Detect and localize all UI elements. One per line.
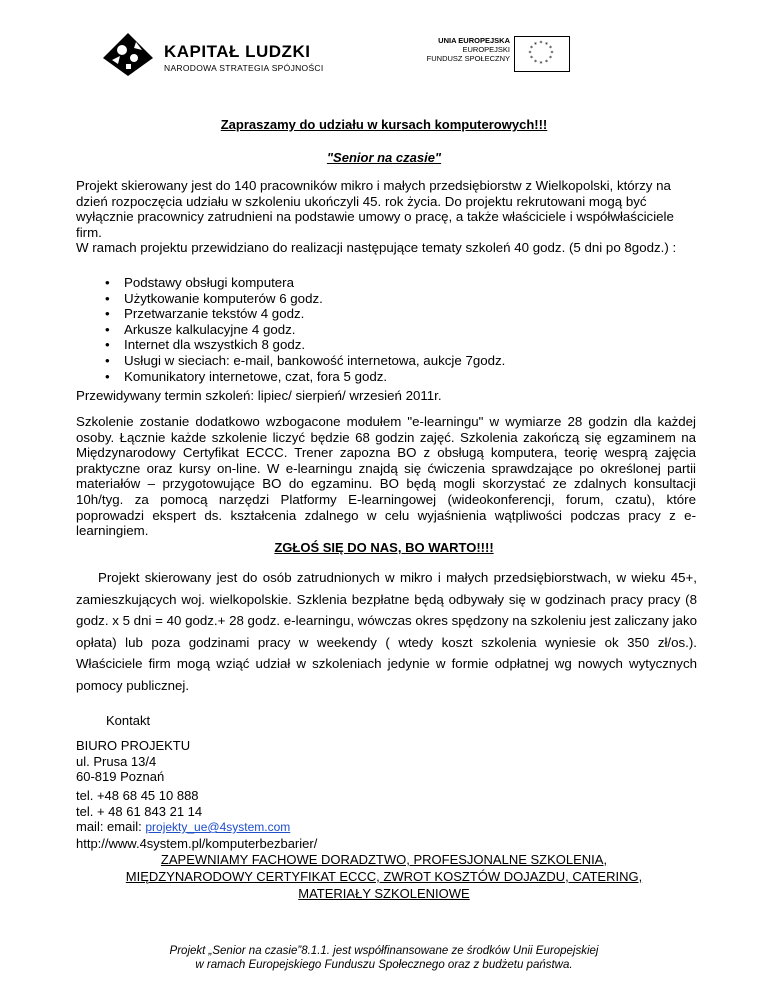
svg-text:*: * [545,59,548,66]
footer-line-1: Projekt „Senior na czasie”8.1.1. jest współfinansowane ze środków Unii Europejskiej [169,945,599,957]
list-item: • Usługi w sieciach: e-mail, bankowość internetowa, aukcje 7godz. [98,353,658,369]
invite-heading: Zapraszamy do udziału w kursach komputerowych!!! [220,117,548,132]
contact-mail-row [76,819,317,836]
list-item: • Internet dla wszystkich 8 godz. [98,337,658,353]
eu-line-1: UNIA EUROPEJSKA [438,36,510,45]
svg-text:*: * [534,59,537,66]
footer-line-2: w ramach Europejskiego Funduszu Społecznego oraz z budżetu państwa. [195,959,573,971]
benefits-block [0,851,768,902]
svg-text:*: * [545,41,548,49]
kapital-ludzki-emblem-icon [98,28,158,78]
term-text: Przewidywany termin szkoleń: lipiec/ sierpień/ wrzesień 2011r. [76,388,442,403]
eu-flag-icon [514,36,570,72]
contact-details [76,788,317,851]
intro-paragraph [76,178,696,256]
kapital-ludzki-subtitle: NARODOWA STRATEGIA SPÓJNOŚCI [164,63,324,73]
call-to-action: ZGŁOŚ SIĘ DO NAS, BO WARTO!!!! [274,540,494,555]
svg-text:*: * [530,55,533,62]
contact-heading: Kontakt [106,713,151,728]
contact-city: 60-819 Poznań [76,769,165,784]
kapital-ludzki-logo [98,28,358,78]
svg-text:*: * [539,40,543,47]
benefits-line-3: MATERIAŁY SZKOLENIOWE [298,886,470,901]
contact-website[interactable]: http://www.4system.pl/komputerbezbarier/ [76,835,318,851]
list-item: • Komunikatory internetowe, czat, fora 5 godz. [98,369,658,385]
project-name-heading: "Senior na czasie" [326,150,442,165]
intro-text-2: W ramach projektu przewidziano do realizacji następujące tematy szkoleń 40 godz. (5 dni po 8godz.) : [76,240,677,256]
details-paragraph: Projekt skierowany jest do osób zatrudnionych w mikro i małych przedsiębiorstwach, w wieku 45+, zamieszkujących woj. wielkopolskie. Szklenia bezpłatne będą odbywały się w godzinach pracy pracy (8 godz. x 5 dni = 40 godz.+ 28 godz. e-learningu, wówczas okres spędzony na szkoleniu jest zaliczany jako opłata) lub poza godzinami pracy w weekendy ( wtedy koszt szkolenia wyniesie ok 350 zł/os.). Właściciele firm mogą wziąć udział w szkoleniach jedynie w formie odpłatnej wg nowych wytycznych pomocy publicznej. [76,570,697,693]
benefits-line-1: ZAPEWNIAMY FACHOWE DORADZTWO, PROFESJONALNE SZKOLENIA, [160,852,608,867]
contact-tel-1: tel. +48 68 45 10 888 [76,788,199,803]
contact-tel-2: tel. + 48 61 843 21 14 [76,803,203,819]
eu-line-3: FUNDUSZ SPOŁECZNY [426,54,510,63]
elearning-paragraph: Szkolenie zostanie dodatkowo wzbogacone modułem "e-learningu" w wymiarze 28 godzin dla każdej osoby. Łącznie każde szkolenie liczyć będzie 68 godzin zajęć. Szkolenia zakończą się egzaminem na Międzynarodowy Certyfikat ECCC. Trener zapozna BO z obsługą komputera, teorię wesprą zajęcia praktyczne oraz kursy on-line. W e-learningu znajdą się ćwiczenia sprawdzające po określonej partii materiałów – przygotowujące BO do egzaminu. BO będą mogli skorzystać ze zdalnych konsultacji 10h/tyg. za pomocą narzędzi Platformy E-learningowej (wideokonferencji, forum, czatu), które poprowadzi ekspert ds. kształcenia zdalnego w celu wyjaśnienia wątpliwości podczas pracy z e-learningiem. [76,414,696,539]
svg-text:*: * [550,50,554,57]
svg-text:*: * [549,55,552,62]
topics-list [98,275,658,384]
list-item: • Przetwarzanie tekstów 4 godz. [98,306,658,322]
svg-text:*: * [528,50,532,57]
kapital-ludzki-title: KAPITAŁ LUDZKI [164,42,311,61]
eu-line-2: EUROPEJSKI [462,45,510,54]
contact-address [76,738,190,785]
list-item: • Podstawy obsługi komputera [98,275,658,291]
contact-email-link[interactable]: projekty_ue@4system.com [145,820,291,834]
list-item: • Arkusze kalkulacyjne 4 godz. [98,322,658,338]
eu-logo-text [427,36,510,63]
svg-text:*: * [534,41,537,49]
svg-text:*: * [530,45,533,52]
svg-text:*: * [549,45,552,52]
contact-street: ul. Prusa 13/4 [76,753,157,769]
benefits-line-2: MIĘDZYNARODOWY CERTYFIKAT ECCC, ZWROT KOSZTÓW DOJAZDU, CATERING, [125,869,643,884]
contact-mail-label: mail: email: [76,819,146,834]
contact-office: BIURO PROJEKTU [76,738,191,753]
list-item: • Użytkowanie komputerów 6 godz. [98,291,658,307]
footer-note [0,944,768,972]
eu-logo [412,36,572,72]
svg-text:*: * [539,60,543,68]
intro-text-1: Projekt skierowany jest do 140 pracowników mikro i małych przedsiębiorstw z Wielkopolski, którzy na dzień rozpoczęcia udziału w szkoleniu ukończyli 45. rok życia. Do projektu rekrutowani mogą być wyłącznie pracownicy zatrudnieni na podstawie umowy o pracę, a także właściciele i współwłaściciele firm. [76,178,674,240]
